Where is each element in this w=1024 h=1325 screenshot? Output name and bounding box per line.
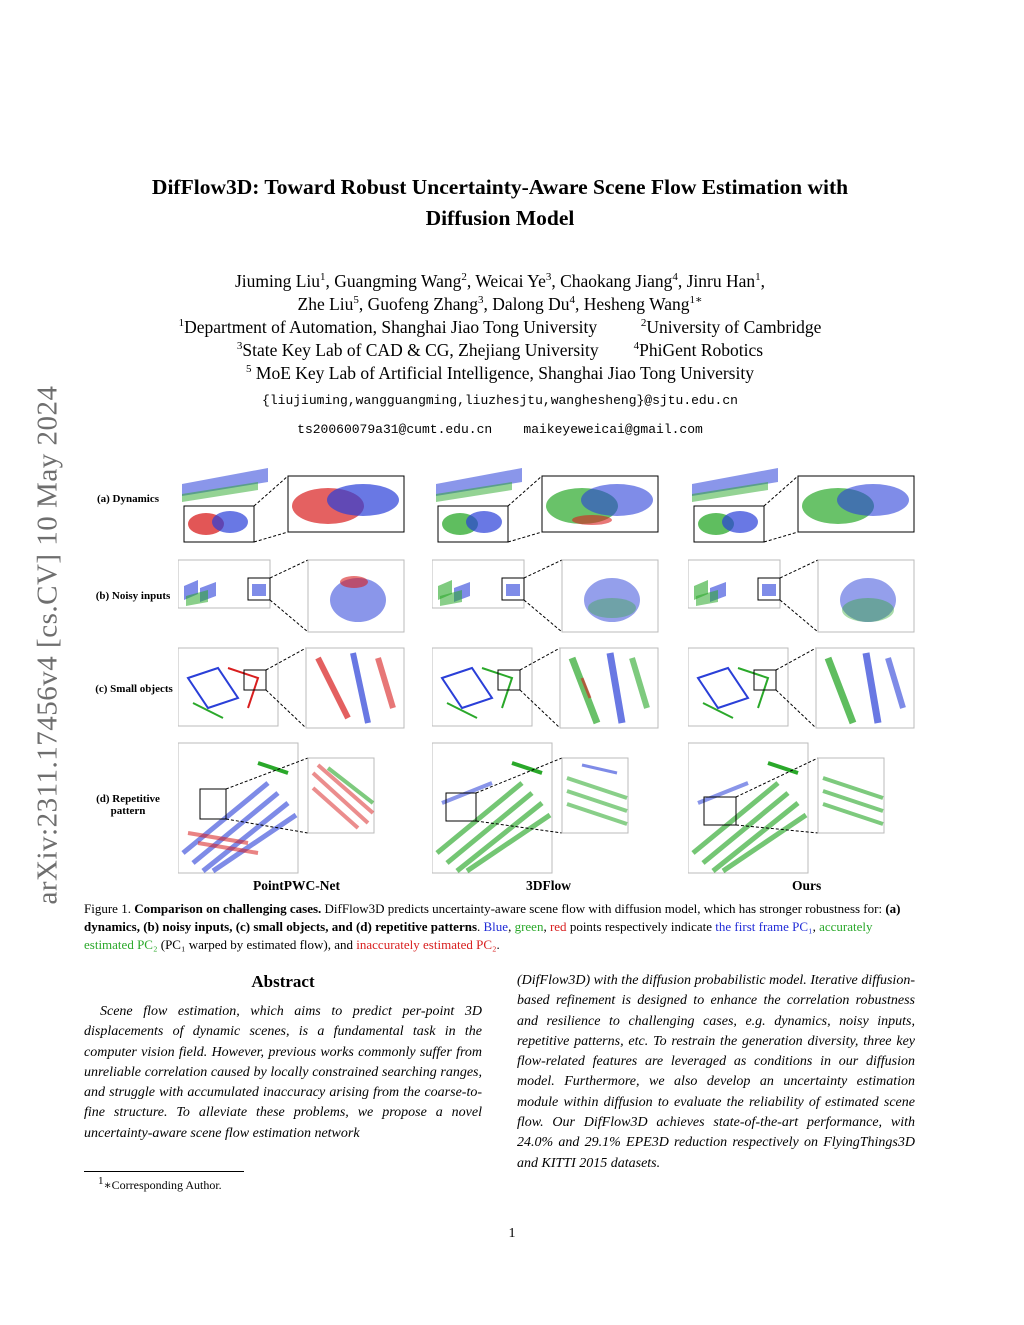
panel-3dflow [432,460,667,875]
ours-visualizations [688,460,923,875]
title-line-2: Diffusion Model [425,206,575,230]
paper-title [80,172,920,234]
email-line-1: {liujiuming,wangguangming,liuzhesjtu,wanghesheng}@sjtu.edu.cn [262,393,738,408]
email-line-2: ts20060079a31@cumt.edu.cn maikeyeweicai@gmail.com [297,422,703,437]
affiliation-line-1: $^1$Department of Automation, Shanghai Jiao Tong University $^2$University of Cambridge [178,317,822,337]
ours-small [688,648,914,728]
row-label-dynamics: (a) Dynamics [96,493,160,505]
arxiv-id: arXiv:2311.17456v4 [cs.CV] 10 May 2024 [31,385,64,905]
pointpwc-visualizations [178,460,413,875]
3dflow-dynamics [436,468,658,542]
abstract-right-column: (DifFlow3D) with the diffusion probabilistic model. Iterative diffusion-based refinement is designed to enhance the correlation robustness and resilience to challenging cases, e.g. dynamics, noisy inputs, repetitive patterns, etc. To restrain the generation diversity, three key flow-related features are leveraged as conditions in our diffusion model. Furthermore, we also develop an uncertainty estimation module within diffusion to evaluate the reliability of estimated scene flow. Our DifFlow3D achieves state-of-the-art performance, with 24.0% and 29.1% EPE3D reduction respectively on FlyingThings3D and KITTI 2015 datasets. [517,973,915,1171]
column-label-ours: Ours [792,878,822,893]
page-number: 1 [508,1226,516,1241]
abstract-heading: Abstract [251,972,315,991]
footnote-rule [84,1171,244,1172]
affiliation-line-3: $^5$ MoE Key Lab of Artificial Intelligence, Shanghai Jiao Tong University [246,363,754,383]
author-line-1: Jiuming Liu$^1$, Guangming Wang$^2$, Weicai Ye$^3$, Chaokang Jiang$^4$, Jinru Han$^1$, [234,271,766,291]
pointpwc-repetitive [178,743,374,873]
figure-caption: Figure 1. Comparison on challenging cases. DifFlow3D predicts uncertainty-aware scene flow with diffusion model, which has stronger robustness for: (a) dynamics, (b) noisy inputs, (c) small objects, and (d) repetitive patterns. Blue, green, red points respectively indicate the first frame PC₁, accurately estimated PC₂ (PC₁ warped by estimated flow), and inaccurately estimated PC₂. [84,901,901,952]
author-block [80,270,920,441]
pointpwc-dynamics [182,468,404,542]
panel-ours [688,460,923,875]
row-label-repetitive: (d) Repetitive pattern [96,793,160,817]
3dflow-repetitive [432,743,628,873]
row-label-noisy: (b) Noisy inputs [95,590,171,602]
title-line-1: DifFlow3D: Toward Robust Uncertainty-Aware Scene Flow Estimation with [151,175,849,199]
3dflow-small [432,648,658,728]
ours-dynamics [692,468,914,542]
3dflow-noisy [432,560,658,632]
3dflow-visualizations [432,460,667,875]
arxiv-stamp [28,345,68,945]
footnote: $^1$∗Corresponding Author. [98,1175,222,1192]
pointpwc-small [178,648,404,728]
column-label-3dflow: 3DFlow [526,878,571,893]
affiliation-line-2: $^3$State Key Lab of CAD & CG, Zhejiang University $^4$PhiGent Robotics [236,340,764,360]
abstract-left-column: Scene flow estimation, which aims to predict per-point 3D displacements of dynamic scenes, is a fundamental task in the computer vision field. However, previous works commonly suffer from unreliable correlation caused by locally constrained searching ranges, and struggle with accumulated inaccuracy arising from the coarse-to-fine structure. To alleviate these problems, we propose a novel uncertainty-aware scene flow estimation network [84,1004,482,1141]
author-line-2: Zhe Liu$^5$, Guofeng Zhang$^3$, Dalong Du$^4$, Hesheng Wang$^{1∗}$ [297,294,703,314]
pointpwc-noisy [178,560,404,632]
row-label-small: (c) Small objects [95,683,173,695]
column-label-pointpwc: PointPWC-Net [253,878,340,893]
ours-repetitive [688,743,884,873]
panel-pointpwc [178,460,413,875]
ours-noisy [688,560,914,632]
